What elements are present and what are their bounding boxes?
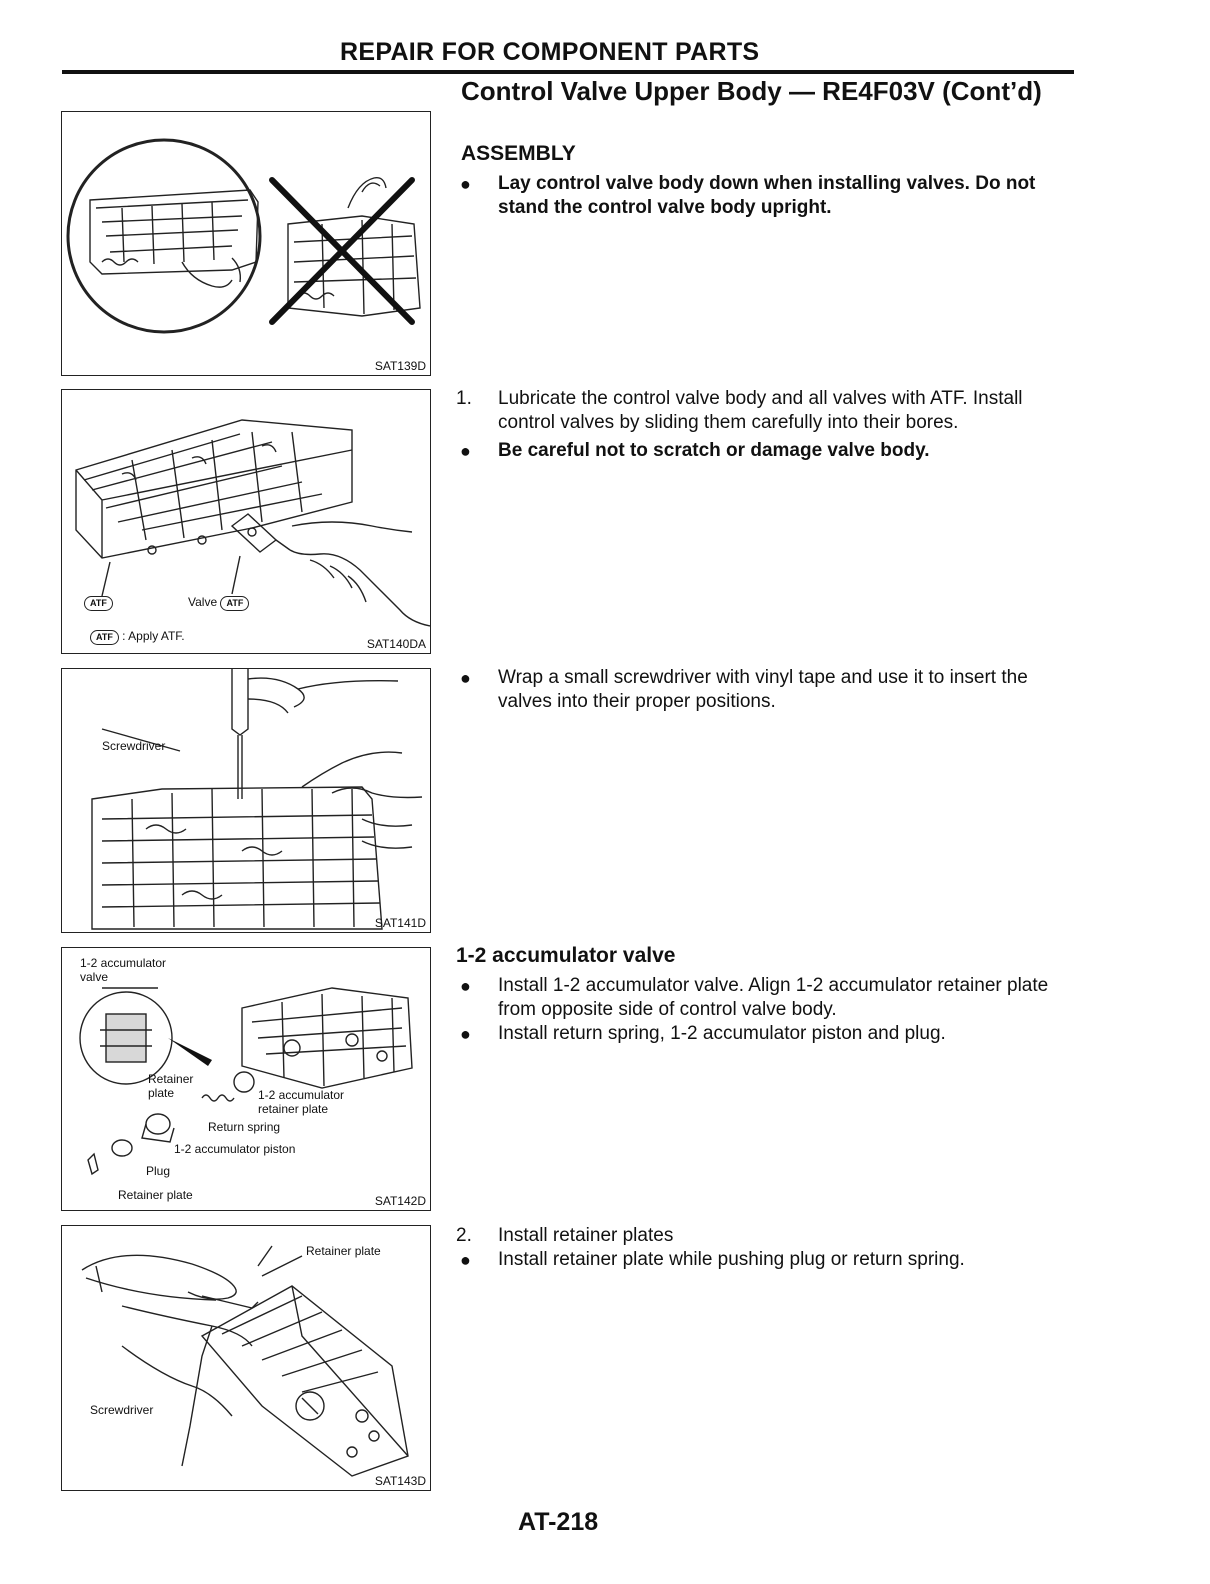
bullet-item: [456, 1248, 1072, 1272]
return-spring-callout: Return spring: [208, 1120, 281, 1134]
atf-badge-label: [84, 595, 113, 611]
atf-badge: ATF: [84, 596, 113, 611]
figure-lubricate-valves: [61, 389, 431, 654]
accumulator-exploded-drawing: [62, 948, 430, 1210]
bullet-icon: ●: [460, 441, 471, 461]
install-retainer-plate-drawing: [62, 1226, 430, 1490]
accumulator-valve-callout: [80, 956, 166, 984]
label-line: plate: [148, 1086, 175, 1100]
retainer-plate-callout: [148, 1072, 193, 1100]
bullet-item: [456, 666, 1072, 714]
note-text: Install retainer plate while pushing plug or return spring.: [498, 1249, 965, 1270]
accumulator-block: [456, 944, 1072, 1046]
note-text: Install return spring, 1-2 accumulator piston and plug.: [498, 1023, 946, 1044]
bullet-icon: ●: [460, 1024, 471, 1044]
bullet-icon: ●: [460, 976, 471, 996]
accumulator-heading: 1-2 accumulator valve: [456, 944, 676, 967]
figure-code: SAT141D: [374, 916, 426, 930]
acc-retainer-plate-callout: [258, 1088, 344, 1116]
label-line: valve: [80, 970, 109, 984]
step-number: 1.: [456, 388, 472, 409]
retainer-plate-bottom-callout: Retainer plate: [118, 1188, 193, 1202]
bullet-item: [456, 439, 1072, 463]
atf-badge: ATF: [220, 596, 249, 611]
note-block-3: [456, 666, 1072, 714]
bullet-icon: ●: [460, 174, 471, 194]
label-line: 1-2 accumulator: [258, 1088, 345, 1102]
screwdriver-callout: Screwdriver: [102, 739, 166, 753]
plug-callout: Plug: [146, 1164, 171, 1178]
label-line: 1-2 accumulator: [80, 956, 167, 970]
bullet-icon: ●: [460, 668, 471, 688]
figure-code: SAT142D: [374, 1194, 426, 1208]
bullet-item: [456, 172, 1072, 220]
figure-code: SAT140DA: [366, 637, 426, 651]
page-number: AT-218: [518, 1508, 599, 1536]
retainer-plate-callout: Retainer plate: [306, 1244, 381, 1258]
figure-accumulator-exploded: [61, 947, 431, 1211]
step-text: Lubricate the control valve body and all valves with ATF. Install control valves by sliding them carefully into their bores.: [498, 388, 1023, 433]
note-text: Install 1-2 accumulator valve. Align 1-2 accumulator retainer plate from opposite side of control valve body.: [498, 975, 1049, 1020]
atf-legend: [90, 629, 185, 645]
screwdriver-callout: Screwdriver: [90, 1403, 154, 1417]
numbered-item: [456, 1224, 1072, 1248]
label-line: Retainer: [148, 1072, 194, 1086]
legend-text: : Apply ATF.: [122, 629, 185, 643]
screwdriver-insert-drawing: [62, 669, 430, 932]
bullet-item: [456, 1022, 1072, 1046]
label-line: retainer plate: [258, 1102, 329, 1116]
atf-badge: ATF: [90, 630, 119, 645]
note-text: Wrap a small screwdriver with vinyl tape and use it to insert the valves into their proper positions.: [498, 667, 1028, 712]
section-header: REPAIR FOR COMPONENT PARTS: [340, 38, 760, 66]
header-rule: [62, 70, 1074, 74]
valve-label: Valve: [188, 595, 218, 609]
step-block-1: [456, 387, 1072, 463]
valve-body-orientation-drawing: [62, 112, 430, 375]
figure-code: SAT143D: [374, 1474, 426, 1488]
figure-valve-body-orientation: [61, 111, 431, 376]
figure-install-retainer-plate: [61, 1225, 431, 1491]
bullet-item: [456, 974, 1072, 1022]
numbered-item: [456, 387, 1072, 435]
lubricate-valves-drawing: [62, 390, 430, 653]
step-number: 2.: [456, 1225, 472, 1246]
step-text: Install retainer plates: [498, 1225, 674, 1246]
acc-piston-callout: 1-2 accumulator piston: [174, 1142, 296, 1156]
note-text: Be careful not to scratch or damage valve body.: [498, 440, 930, 461]
bullet-icon: ●: [460, 1250, 471, 1270]
page-title: Control Valve Upper Body — RE4F03V (Cont’d): [461, 76, 1042, 106]
valve-callout: [188, 595, 249, 611]
note-block-1: [456, 172, 1072, 220]
step-block-2: [456, 1224, 1072, 1272]
note-text: Lay control valve body down when installing valves. Do not stand the control valve body upright.: [498, 173, 1036, 218]
figure-screwdriver-insert: [61, 668, 431, 933]
figure-code: SAT139D: [374, 359, 426, 373]
section-subtitle: ASSEMBLY: [461, 142, 576, 165]
